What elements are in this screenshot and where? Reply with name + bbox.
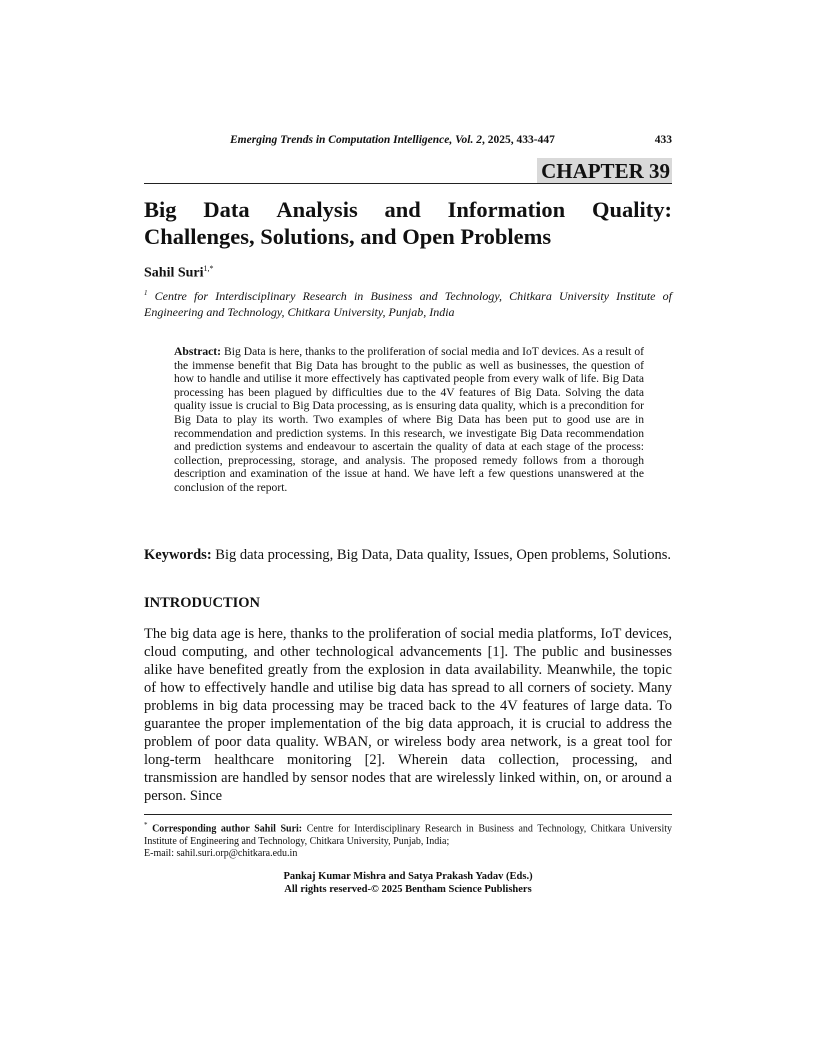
publisher-rights: All rights reserved-© 2025 Bentham Science Publishers	[284, 884, 532, 895]
journal-citation	[230, 134, 555, 146]
abstract-text: Big Data is here, thanks to the proliferation of social media and IoT devices. As a result of the immense benefit that Big Data has brought to the public as well as businesses, the question of how to handle and utilise it more effectively has captivated people from every walk of life. Big Data processing has been plagued by difficulties due to the 4V features of Big Data. Solving the data quality issue is crucial to Big Data processing, as is ensuring data quality, which is a precondition for Big Data to play its worth. Two examples of where Big Data has been put to good use are in recommendation and prediction systems. In this research, we investigate Big Data recommendation and prediction systems and endeavour to ascertain the quality of data at each stage of the process: collection, preprocessing, storage, and analysis. The proposed remedy follows from a thorough description and examination of the issue at hand. We have left a few questions unanswered at the conclusion of the report.	[174, 345, 644, 494]
footnote	[144, 819, 672, 861]
footnote-divider	[144, 814, 672, 815]
title-line-1	[144, 196, 672, 223]
footnote-email: E-mail: sahil.suri.orp@chitkara.edu.in	[144, 848, 298, 860]
journal-year-pages: , 2025, 433-447	[481, 134, 555, 146]
paper-title	[144, 196, 672, 250]
chapter-divider	[144, 183, 672, 184]
affiliation	[144, 285, 672, 320]
title-word: Quality:	[591, 197, 672, 222]
title-word: and	[384, 197, 421, 222]
keywords	[144, 546, 672, 564]
abstract-label: Abstract:	[174, 345, 222, 358]
affiliation-text: Centre for Interdisciplinary Research in Business and Technology, Chitkara University Institute of Engineering and Technology, Chitkara University, Punjab, India	[144, 289, 672, 319]
footnote-mark: *	[144, 821, 148, 829]
title-line-2: Challenges, Solutions, and Open Problems	[144, 224, 552, 249]
footnote-text: Centre for Interdisciplinary Research in Business and Technology, Chitkara University Institute of Engineering and Technology, Chitkara University, Punjab, India;	[144, 823, 673, 847]
publisher-editors: Pankaj Kumar Mishra and Satya Prakash Yadav (Eds.)	[283, 871, 533, 882]
chapter-label: CHAPTER 39	[537, 158, 672, 184]
title-word: Analysis	[276, 197, 358, 222]
title-word: Data	[203, 197, 250, 222]
keywords-text: Big data processing, Big Data, Data quality, Issues, Open problems, Solutions.	[215, 547, 672, 563]
page-number: 433	[654, 134, 672, 146]
journal-name: Emerging Trends in Computation Intelligence, Vol. 2	[230, 134, 482, 146]
keywords-label: Keywords:	[144, 547, 212, 563]
author	[144, 264, 214, 282]
footnote-label: Corresponding author Sahil Suri:	[152, 823, 303, 835]
section-heading-introduction: INTRODUCTION	[144, 595, 261, 611]
introduction-paragraph: The big data age is here, thanks to the proliferation of social media platforms, IoT devices, cloud computing, and other technological advancements [1]. The public and businesses alike have benefited greatly from the explosion in data availability. Meanwhile, the topic of how to effectively handle and utilise big data has spread to all corners of society. Many problems in big data processing may be traced back to the 4V features of large data. To guarantee the proper implementation of the big data approach, it is crucial to address the problem of poor data quality. WBAN, or wireless body area network, is a great tool for long-term healthcare monitoring [2]. Wherein data collection, processing, and transmission are handled by sensor nodes that are wirelessly linked within, on, or around a person. Since	[144, 626, 672, 804]
affiliation-mark: 1	[144, 289, 148, 297]
abstract	[174, 345, 644, 495]
title-word: Big	[144, 197, 177, 222]
title-word: Information	[447, 197, 566, 222]
publisher-block	[144, 870, 672, 896]
author-name: Sahil Suri	[144, 265, 204, 281]
author-marks: 1,*	[203, 264, 214, 273]
